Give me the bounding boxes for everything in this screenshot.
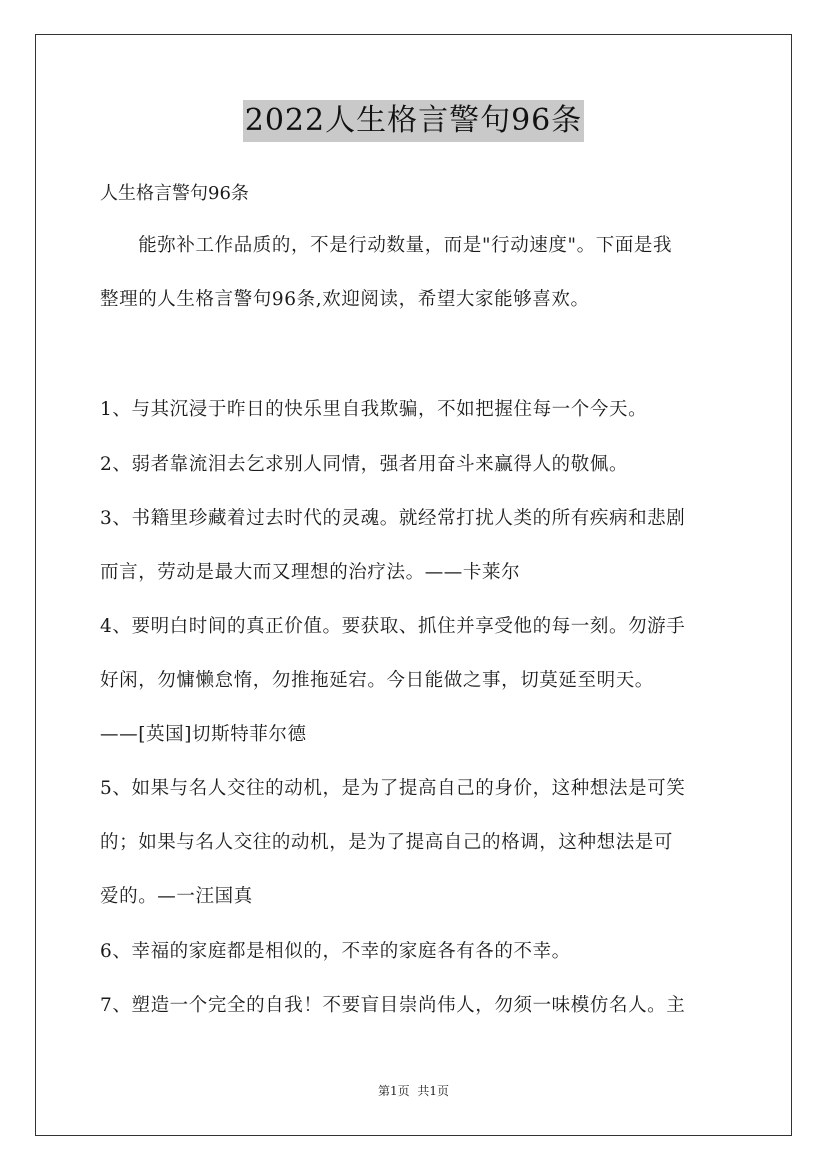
page-number: 第1页 [378, 1084, 410, 1098]
quote-line: ——[英国]切斯特菲尔德 [100, 724, 307, 745]
quote-line: 4、要明白时间的真正价值。要获取、抓住并享受他的每一刻。勿游手 [100, 616, 686, 637]
quote-line: 5、如果与名人交往的动机，是为了提高自己的身价，这种想法是可笑 [100, 778, 686, 799]
document-subtitle: 人生格言警句96条 [100, 183, 249, 204]
quote-line: 3、书籍里珍藏着过去时代的灵魂。就经常打扰人类的所有疾病和悲剧 [100, 508, 686, 529]
total-pages: 共1页 [417, 1084, 449, 1098]
page-footer [0, 1082, 827, 1100]
title-wrap [0, 100, 827, 142]
quote-line: 爱的。—一汪国真 [100, 886, 253, 907]
quote-line: 而言，劳动是最大而又理想的治疗法。——卡莱尔 [100, 562, 521, 583]
quote-line: 6、幸福的家庭都是相似的，不幸的家庭各有各的不幸。 [100, 941, 571, 962]
quote-line: 好闲，勿慵懒怠惰，勿推拖延宕。今日能做之事，切莫延至明天。 [100, 670, 654, 691]
quote-line: 7、塑造一个完全的自我！不要盲目崇尚伟人，勿须一味模仿名人。主 [100, 995, 686, 1016]
quote-line: 的；如果与名人交往的动机，是为了提高自己的格调，这种想法是可 [100, 832, 674, 853]
intro-line: 能弥补工作品质的，不是行动数量，而是"行动速度"。下面是我 [100, 235, 673, 256]
quote-line: 2、弱者靠流泪去乞求别人同情，强者用奋斗来赢得人的敬佩。 [100, 454, 629, 475]
document-title: 2022人生格言警句96条 [243, 100, 585, 142]
intro-line: 整理的人生格言警句96条,欢迎阅读，希望大家能够喜欢。 [100, 289, 590, 310]
quote-line: 1、与其沉浸于昨日的快乐里自我欺骗，不如把握住每一个今天。 [100, 399, 648, 420]
